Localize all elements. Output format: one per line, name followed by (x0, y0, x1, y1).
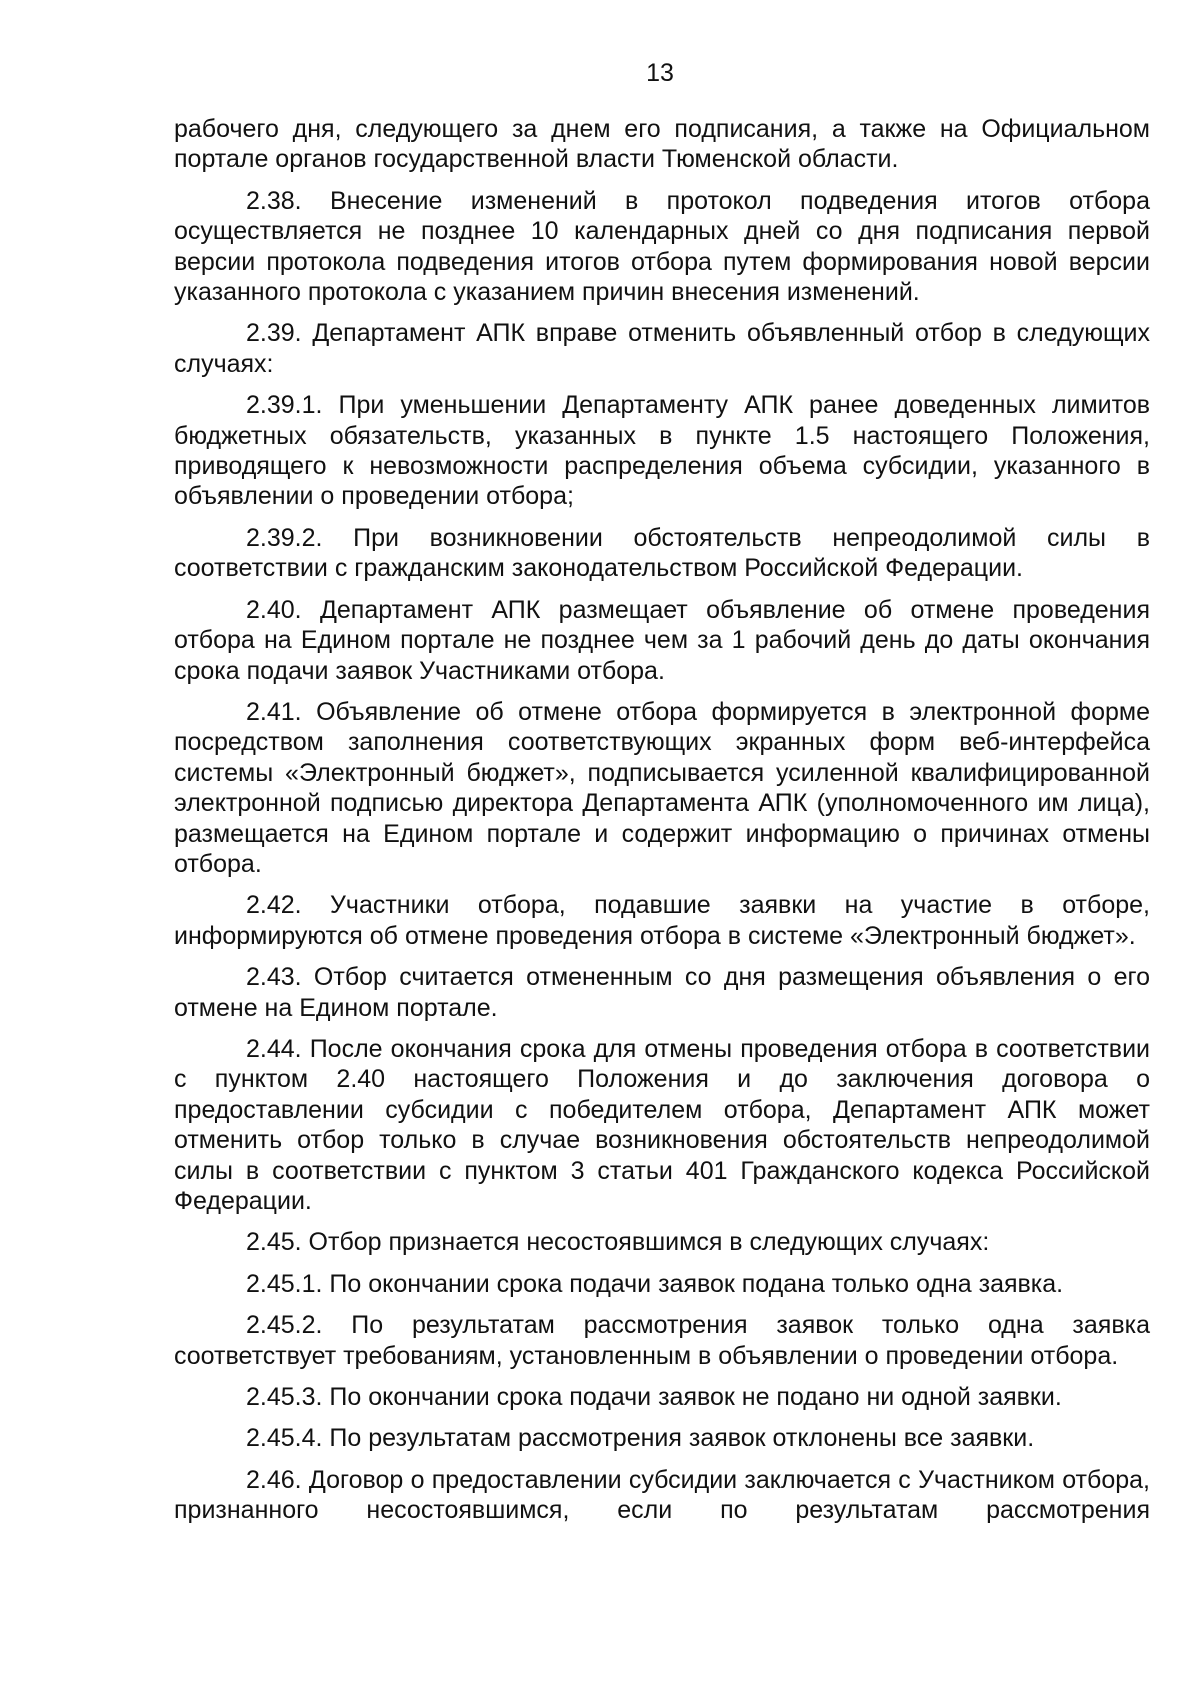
paragraph-2-45-2: 2.45.2. По результатам рассмотрения заявок только одна заявка соответствует требованиям, установленным в объявлении о проведении отбора. (174, 1311, 1150, 1370)
paragraph-2-45: 2.45. Отбор признается несостоявшимся в следующих случаях: (246, 1228, 990, 1257)
paragraph-continuation: рабочего дня, следующего за днем его подписания, а также на Официальном портале органов государственной власти Тюменской области. (174, 115, 1150, 174)
paragraph-2-41: 2.41. Объявление об отмене отбора формируется в электронной форме посредством заполнения соответствующих экранных форм веб-интерфейса системы «Электронный бюджет», подписывается усиленной квалифицированной электронной подписью директора Департамента АПК (уполномоченного им лица), размещается на Едином портале и содержит информацию о причинах отмены отбора. (174, 697, 1150, 878)
paragraph-2-38: 2.38. Внесение изменений в протокол подведения итогов отбора осуществляется не позднее 10 календарных дней со дня подписания первой версии протокола подведения итогов отбора путем формирования новой версии указанного протокола с указанием причин внесения изменений. (174, 186, 1150, 307)
page-number: 13 (646, 59, 674, 87)
paragraph-2-39-1: 2.39.1. При уменьшении Департаменту АПК ранее доведенных лимитов бюджетных обязательств, указанных в пункте 1.5 настоящего Положения, приводящего к невозможности распределения объема субсидии, указанного в объявлении о проведении отбора; (174, 391, 1150, 511)
paragraph-2-45-3: 2.45.3. По окончании срока подачи заявок не подано ни одной заявки. (246, 1383, 1062, 1412)
paragraph-2-45-1: 2.45.1. По окончании срока подачи заявок подана только одна заявка. (246, 1269, 1064, 1298)
document-body (174, 114, 1150, 1526)
paragraph-2-40: 2.40. Департамент АПК размещает объявление об отмене проведения отбора на Едином портале не позднее чем за 1 рабочий день до даты окончания срока подачи заявок Участниками отбора. (174, 595, 1150, 685)
paragraph-2-39-2: 2.39.2. При возникновении обстоятельств непреодолимой силы в соответствии с гражданским законодательством Российской Федерации. (174, 523, 1150, 583)
paragraph-2-44: 2.44. После окончания срока для отмены проведения отбора в соответствии с пунктом 2.40 настоящего Положения и до заключения договора о предоставлении субсидии с победителем отбора, Департамент АПК может отменить отбор только в случае возникновения обстоятельств непреодолимой силы в соответствии с пунктом 3 статьи 401 Гражданского кодекса Российской Федерации. (174, 1034, 1150, 1215)
paragraph-2-45-4: 2.45.4. По результатам рассмотрения заявок отклонены все заявки. (246, 1424, 1035, 1453)
paragraph-2-46: 2.46. Договор о предоставлении субсидии заключается с Участником отбора, признанного несостоявшимся, если по результатам рассмотрения (174, 1465, 1150, 1525)
paragraph-2-42: 2.42. Участники отбора, подавшие заявки на участие в отборе, информируются об отмене проведения отбора в системе «Электронный бюджет». (174, 891, 1150, 950)
paragraph-2-43: 2.43. Отбор считается отмененным со дня размещения объявления о его отмене на Едином портале. (174, 963, 1150, 1022)
paragraph-2-39: 2.39. Департамент АПК вправе отменить объявленный отбор в следующих случаях: (174, 319, 1150, 378)
